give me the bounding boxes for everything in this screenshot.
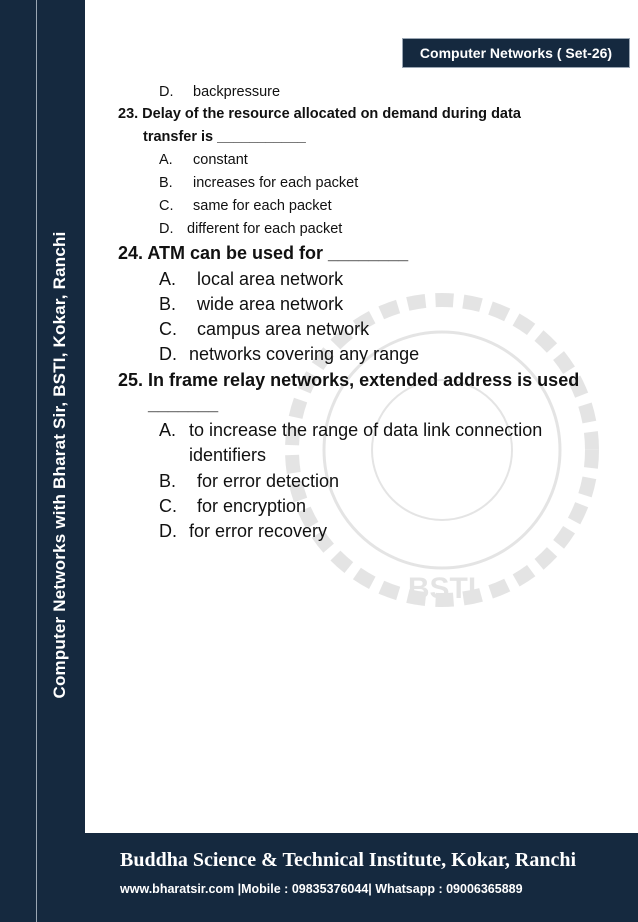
- option-row: [159, 84, 280, 100]
- option-continuation: identifiers: [189, 445, 267, 465]
- left-sidebar: [0, 0, 84, 922]
- footer-banner: [84, 833, 638, 922]
- option-text: increases for each packet: [193, 175, 359, 191]
- option-row: [159, 152, 248, 168]
- option-text: for encryption: [197, 496, 307, 516]
- option-text: different for each packet: [187, 221, 343, 237]
- question-24-line1: 24. ATM can be used for ________: [118, 243, 409, 263]
- question-23-line2: transfer is ___________: [143, 129, 306, 145]
- option-text: networks covering any range: [189, 344, 420, 364]
- option-text: constant: [193, 152, 248, 168]
- option-row: [159, 198, 332, 214]
- option-row: [159, 269, 343, 290]
- seal-inner-ring: [324, 332, 560, 568]
- option-letter: C.: [159, 319, 177, 339]
- option-letter: D.: [159, 344, 177, 364]
- option-text: local area network: [197, 269, 344, 289]
- option-letter: C.: [159, 496, 177, 516]
- option-row: [159, 471, 339, 492]
- option-letter: B.: [159, 175, 173, 191]
- question-25-line1: 25. In frame relay networks, extended address is used: [118, 370, 580, 390]
- option-letter: B.: [159, 471, 177, 491]
- option-row: [159, 344, 419, 365]
- option-row: [159, 294, 343, 315]
- seal-core: [372, 380, 512, 520]
- question-25-line2: _______: [148, 394, 219, 414]
- option-text: to increase the range of data link connection: [189, 420, 543, 440]
- set-title-badge: [402, 38, 630, 68]
- institute-name: Buddha Science & Technical Institute, Kokar, Ranchi: [120, 849, 577, 871]
- option-letter: D.: [159, 221, 174, 237]
- option-text: wide area network: [197, 294, 344, 314]
- option-letter: D.: [159, 84, 174, 100]
- option-letter: A.: [159, 152, 173, 168]
- option-row: [159, 420, 542, 441]
- option-text: same for each packet: [193, 198, 332, 214]
- set-title: Computer Networks ( Set-26): [419, 45, 613, 61]
- option-text: for error recovery: [189, 521, 328, 541]
- option-text: campus area network: [197, 319, 370, 339]
- option-row: [159, 221, 342, 237]
- option-row: [159, 319, 369, 340]
- contact-line: www.bharatsir.com |Mobile : 09835376044| Whatsapp : 09006365889: [120, 882, 523, 896]
- option-letter: A.: [159, 420, 177, 440]
- option-text: backpressure: [193, 84, 281, 100]
- watermark-text: BSTI: [407, 572, 477, 605]
- option-row: [159, 521, 327, 542]
- option-letter: B.: [159, 294, 177, 314]
- question-23-line1: 23. Delay of the resource allocated on demand during data: [118, 106, 521, 122]
- sidebar-vertical-text: Computer Networks with Bharat Sir, BSTI, Kokar, Ranchi: [50, 231, 69, 699]
- option-row: [159, 175, 358, 191]
- option-letter: A.: [159, 269, 177, 289]
- option-row: [159, 496, 306, 517]
- option-text: for error detection: [197, 471, 340, 491]
- option-letter: D.: [159, 521, 177, 541]
- option-letter: C.: [159, 198, 174, 214]
